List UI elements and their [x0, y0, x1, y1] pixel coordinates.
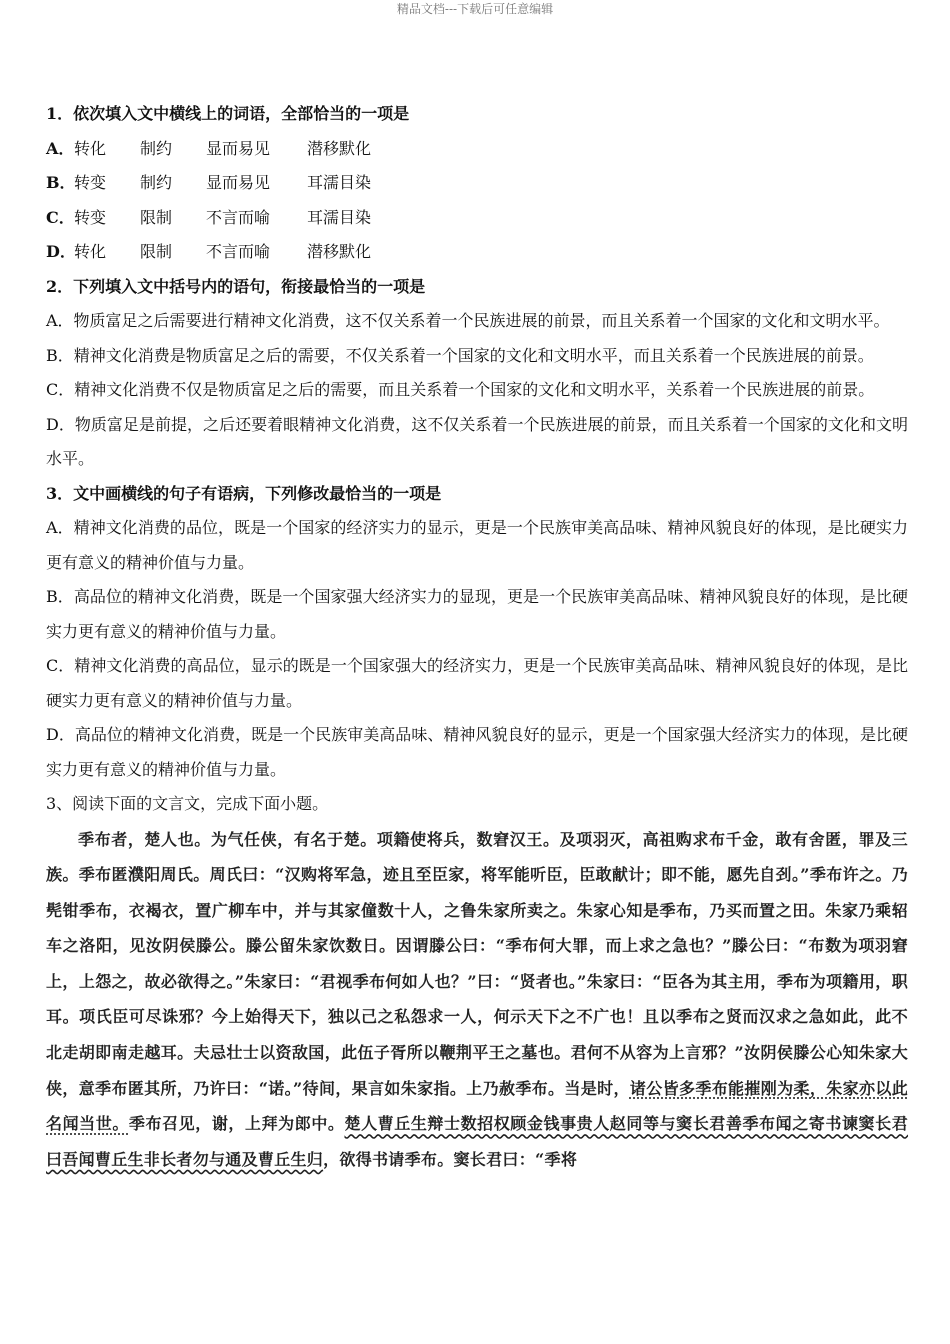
question-3-option-a: A．精神文化消费的品位，既是一个国家的经济实力的显示，更是一个民族审美高品味、精神风貌良好的体现，是比硬实力更有意义的精神价值与力量。 — [46, 518, 908, 572]
question-3-option-b: B．高品位的精神文化消费，既是一个国家强大经济实力的显现，更是一个民族审美高品味、精神风貌良好的体现，是比硬实力更有意义的精神价值与力量。 — [46, 587, 908, 641]
question-1-option-d: D． 转化 限制 不言而喻 潜移默化 — [46, 242, 372, 261]
question-1-stem: 1．依次填入文中横线上的词语，全部恰当的一项是 — [46, 104, 410, 123]
question-3-stem: 3．文中画横线的句子有语病，下列修改最恰当的一项是 — [46, 483, 442, 503]
question-2-option-b: B．精神文化消费是物质富足之后的需要，不仅关系着一个国家的文化和文明水平，而且关系着一个民族进展的前景。 — [46, 345, 874, 365]
passage-text-after: ，欲得书请季布。窦长君曰：“季将 — [323, 1149, 578, 1169]
section-3-intro: 3、阅读下面的文言文，完成下面小题。 — [46, 794, 329, 813]
question-2-stem: 2．下列填入文中括号内的语句，衔接最恰当的一项是 — [46, 276, 426, 296]
question-1-option-b: B． 转变 制约 显而易见 耳濡目染 — [46, 173, 372, 192]
underlined-sentence-1: 诸公皆多季布能摧刚为柔，朱家亦以此名闻当世。 — [46, 1078, 908, 1134]
question-2-option-d: D．物质富足是前提，之后还要着眼精神文化消费，这不仅关系着一个民族进展的前景，而且关系着一个国家的文化和文明水平。 — [46, 414, 908, 468]
question-2-option-c: C．精神文化消费不仅是物质富足之后的需要，而且关系着一个国家的文化和文明水平，关系着一个民族进展的前景。 — [46, 380, 875, 399]
classical-passage — [46, 822, 908, 1178]
question-1-option-a: A． 转化 制约 显而易见 潜移默化 — [46, 138, 372, 158]
question-2-option-a: A．物质富足之后需要进行精神文化消费，这不仅关系着一个民族进展的前景，而且关系着一个国家的文化和文明水平。 — [46, 311, 890, 330]
underlined-sentence-2: 楚人曹丘生辩士数招权顾金钱事贵人赵同等与窦长君善季布闻之寄书谏窦长君曰吾闻曹丘生非长者勿与通及曹丘生归 — [46, 1114, 909, 1169]
question-1-option-c: C． 转变 限制 不言而喻 耳濡目染 — [46, 207, 372, 227]
document-body — [46, 97, 908, 1177]
page-header: 精品文档---下载后可任意编辑 — [396, 2, 554, 16]
passage-text-mid: 季布召见，谢，上拜为郎中。 — [128, 1114, 345, 1134]
question-3-option-c: C．精神文化消费的高品位，显示的既是一个国家强大的经济实力，更是一个民族审美高品味、精神风貌良好的体现，是比硬实力更有意义的精神价值与力量。 — [46, 656, 908, 710]
question-3-option-d: D．高品位的精神文化消费，既是一个民族审美高品味、精神风貌良好的显示，更是一个国家强大经济实力的体现，是比硬实力更有意义的精神价值与力量。 — [46, 725, 908, 779]
passage-text-before: 季布者，楚人也。为气任侠，有名于楚。项籍使将兵，数窘汉王。及项羽灭，高祖购求布千金，敢有舍匿，罪及三族。季布匿濮阳周氏。周氏曰：“汉购将军急，迹且至臣家，将军能听臣，臣敢献计；即不能，愿先自刭。”季布许之。乃髡钳季布，衣褐衣，置广柳车中，并与其家僮数十人，之鲁朱家所卖之。朱家心知是季布，乃买而置之田。朱家乃乘轺车之洛阳，见汝阴侯滕公。滕公留朱家饮数日。因谓滕公曰：“季布何大罪，而上求之急也？”滕公曰：“布数为项羽窘上，上怨之，故必欲得之。”朱家曰：“君视季布何如人也？”曰：“贤者也。”朱家曰：“臣各为其主用，季布为项籍用，职耳。项氏臣可尽诛邪？今上始得天下，独以己之私怨求一人，何示天下之不广也！且以季布之贤而汉求之急如此，此不北走胡即南走越耳。夫忌壮士以资敌国，此伍子胥所以鞭荆平王之墓也。君何不从容为上言邪？”汝阴侯滕公心知朱家大侠，意季布匿其所，乃许曰：“诺。”待间，果言如朱家指。上乃赦季布。当是时， — [46, 829, 908, 1098]
